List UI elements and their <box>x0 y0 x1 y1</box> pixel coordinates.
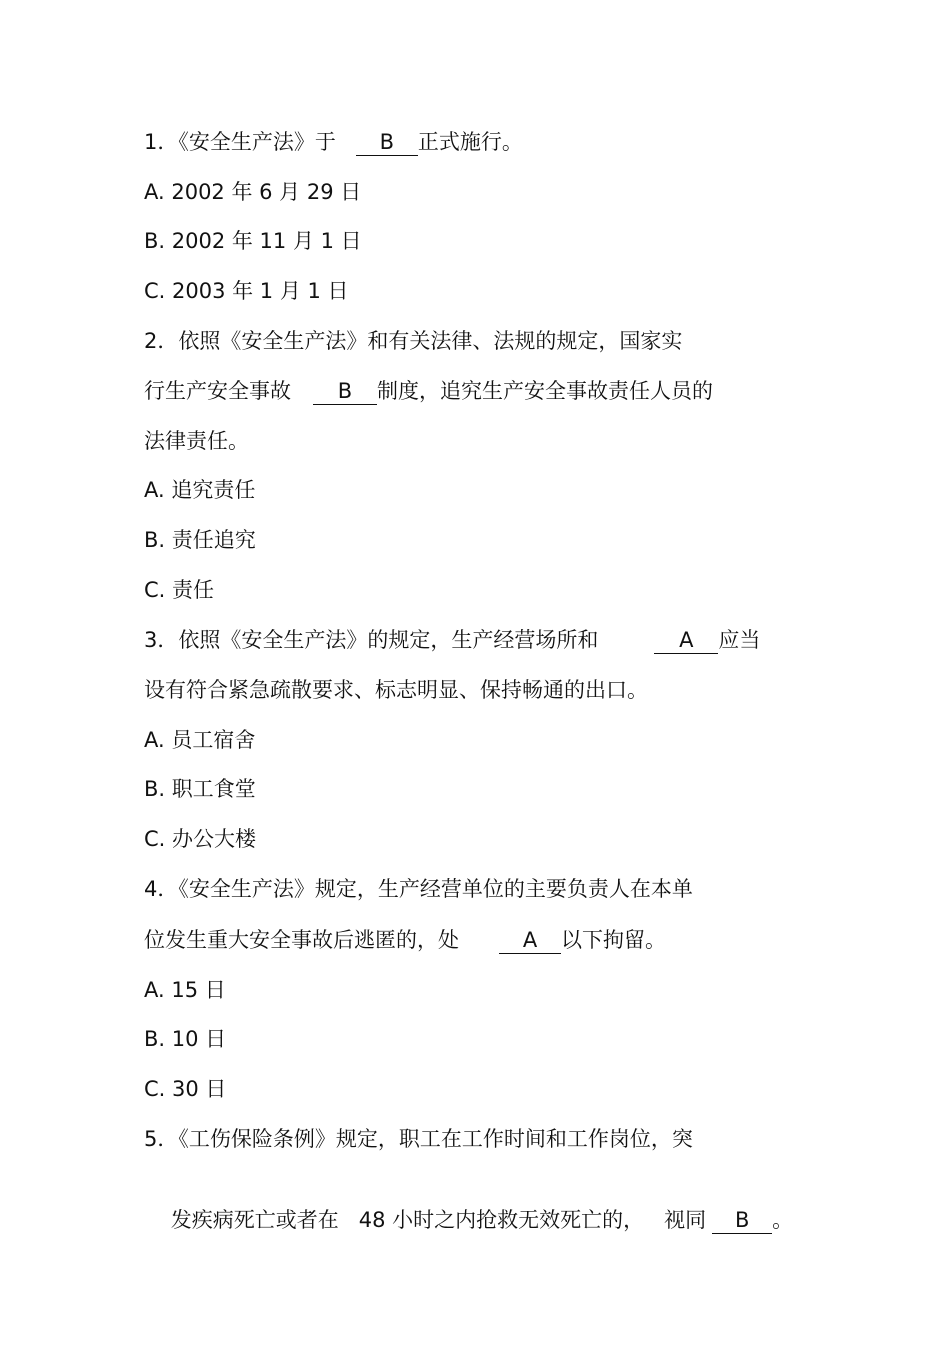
question-1-stem-line-1 <box>144 127 523 157</box>
stem-text-before: 3．依照《安全生产法》的规定，生产经营场所和 <box>144 628 599 652</box>
answer-blank: B <box>712 1207 772 1234</box>
stem-text-before: 位发生重大安全事故后逃匿的，处 <box>144 928 459 952</box>
stem-text-before: 1．《安全生产法》于 <box>144 130 336 154</box>
question-4-option-b: B. 10 日 <box>144 1027 227 1051</box>
question-3-stem-line-1 <box>144 625 760 655</box>
question-2-stem-line-3: 法律责任。 <box>144 429 249 453</box>
answer-blank: B <box>313 378 377 405</box>
stem-text-after: 以下拘留。 <box>561 928 666 952</box>
question-4-stem-line-2 <box>144 925 666 955</box>
stem-text-after: 制度，追究生产安全事故责任人员的 <box>377 379 713 403</box>
question-4-stem-line-1: 4．《安全生产法》规定，生产经营单位的主要负责人在本单 <box>144 877 693 901</box>
stem-text-after: 应当 <box>718 628 761 652</box>
question-1-option-c: C. 2003 年 1 月 1 日 <box>144 279 349 303</box>
stem-text-before: 发疾病死亡或者在 48 小时之内抢救无效死亡的， 视同 <box>170 1208 707 1232</box>
question-5-stem-line-2 <box>144 1175 794 1232</box>
question-2-option-c: C. 责任 <box>144 578 215 602</box>
stem-text-after: 正式施行。 <box>417 130 523 154</box>
stem-text-after: 。 <box>772 1208 794 1232</box>
question-2-stem-line-2 <box>144 376 713 406</box>
answer-blank: A <box>499 927 561 954</box>
question-2-stem-line-1: 2．依照《安全生产法》和有关法律、法规的规定，国家实 <box>144 329 683 353</box>
question-3-stem-line-2: 设有符合紧急疏散要求、标志明显、保持畅通的出口。 <box>144 678 648 702</box>
answer-blank: A <box>654 627 718 654</box>
question-3-option-b: B. 职工食堂 <box>144 777 256 801</box>
question-3-option-a: A. 员工宿舍 <box>144 728 256 752</box>
answer-blank: B <box>356 129 418 156</box>
question-1-option-b: B. 2002 年 11 月 1 日 <box>144 229 362 253</box>
question-4-option-c: C. 30 日 <box>144 1077 227 1101</box>
question-2-option-a: A. 追究责任 <box>144 478 256 502</box>
stem-text-before: 行生产安全事故 <box>144 379 291 403</box>
question-1-option-a: A. 2002 年 6 月 29 日 <box>144 180 362 204</box>
question-5-stem-line-1: 5．《工伤保险条例》规定，职工在工作时间和工作岗位，突 <box>144 1127 693 1151</box>
question-4-option-a: A. 15 日 <box>144 978 226 1002</box>
question-2-option-b: B. 责任追究 <box>144 528 256 552</box>
question-3-option-c: C. 办公大楼 <box>144 827 257 851</box>
